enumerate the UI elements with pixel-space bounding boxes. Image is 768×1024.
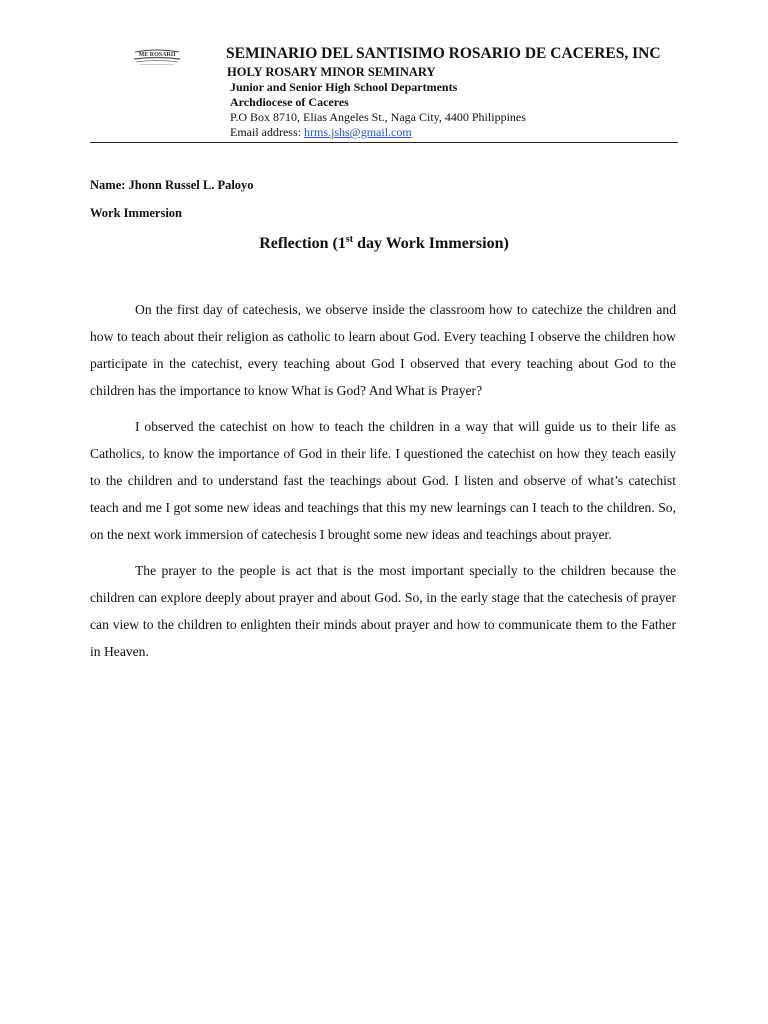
student-name: Name: Jhonn Russel L. Paloyo — [90, 178, 254, 192]
institution-name: SEMINARIO DEL SANTISIMO ROSARIO DE CACERES, INC — [226, 45, 661, 62]
subject-label: Work Immersion — [90, 206, 183, 220]
reflection-body — [90, 296, 676, 674]
title-superscript: st — [345, 234, 354, 245]
header-divider — [90, 142, 678, 143]
archdiocese: Archdiocese of Caceres — [230, 95, 349, 109]
email-link[interactable]: hrms.jshs@gmail.com — [303, 125, 412, 139]
page-title — [0, 235, 768, 253]
paragraph: I observed the catechist on how to teach the children in a way that will guide us to their life as Catholics, to know the importance of God in their life. I questioned the catechist on how they teach easily to the children and to understand fast the teachings about God. I listen and observe of what’s catechist teach and me I got some new ideas and teachings that this my new learnings can I teach to the children. So, on the next work immersion of catechesis I brought some new ideas and teachings about prayer. — [90, 419, 676, 542]
address: P.O Box 8710, Elias Angeles St., Naga City, 4400 Philippines — [230, 110, 526, 124]
paragraph: On the first day of catechesis, we observe inside the classroom how to catechize the children and how to teach about their religion as catholic to learn about God. Every teaching I observe the children how participate in the catechist, every teaching about God I observed that every teaching about God to the children has the importance to know What is God? And What is Prayer? — [90, 302, 676, 398]
email-line — [230, 125, 696, 140]
email-label: Email address: — [230, 125, 304, 139]
letterhead — [226, 44, 696, 140]
paragraph: The prayer to the people is act that is the most important specially to the children because the children can explore deeply about prayer and about God. So, in the early stage that the catechesis of prayer can view to the children to enlighten their minds about prayer and how to communicate them to the Father in Heaven. — [90, 563, 676, 659]
seminary-name: HOLY ROSARY MINOR SEMINARY — [227, 65, 436, 79]
logo-text: ME ROSARII — [138, 52, 176, 58]
seminary-logo — [132, 48, 182, 66]
title-prefix: Reflection (1 — [259, 235, 346, 252]
departments: Junior and Senior High School Departments — [230, 80, 458, 94]
title-suffix: day Work Immersion) — [353, 235, 509, 252]
